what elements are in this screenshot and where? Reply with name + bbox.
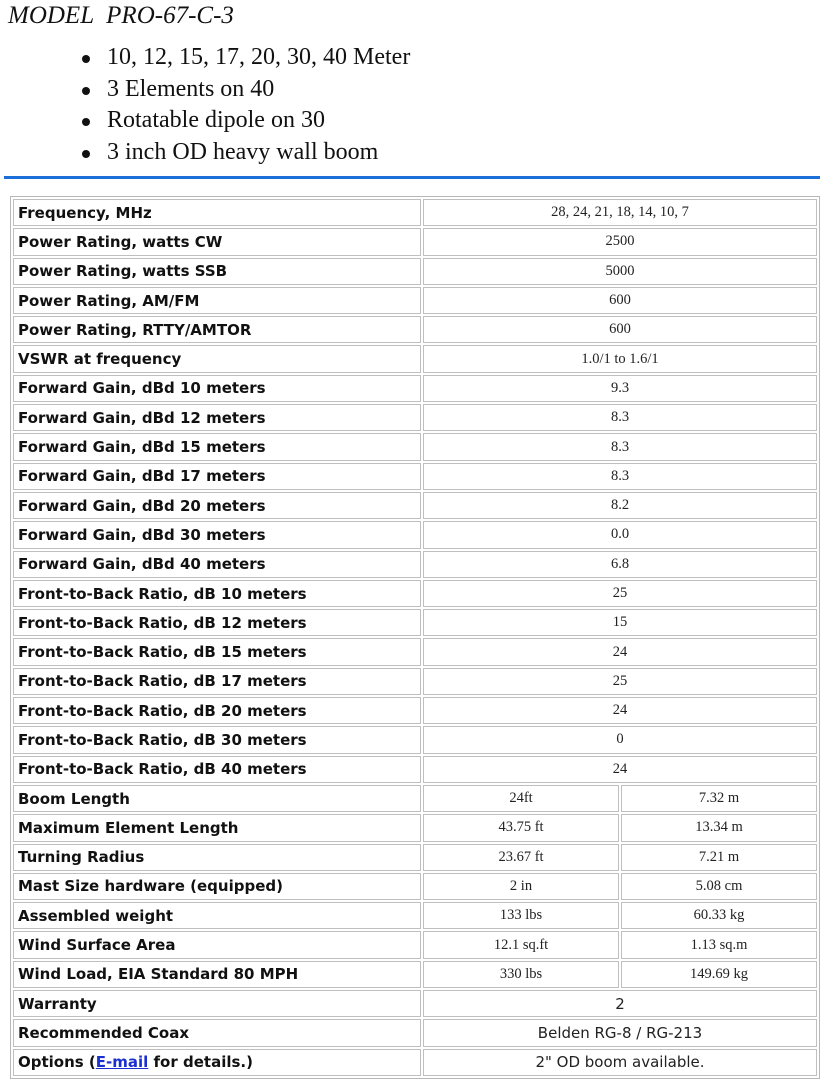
spec-value: 6.8 bbox=[423, 551, 817, 578]
table-row bbox=[13, 873, 817, 900]
spec-value: 2500 bbox=[423, 228, 817, 255]
spec-label: Power Rating, AM/FM bbox=[13, 287, 421, 314]
warranty-label: Warranty bbox=[13, 990, 421, 1017]
spec-value: 24 bbox=[423, 638, 817, 665]
table-row bbox=[13, 814, 817, 841]
imperial-value: 2 in bbox=[423, 873, 619, 900]
imperial-value: 23.67 ft bbox=[423, 844, 619, 871]
imperial-value: 43.75 ft bbox=[423, 814, 619, 841]
spec-value: 25 bbox=[423, 668, 817, 695]
spec-value: 28, 24, 21, 18, 14, 10, 7 bbox=[423, 199, 817, 226]
section-divider bbox=[4, 176, 820, 179]
table-row bbox=[13, 258, 817, 285]
spec-value: 600 bbox=[423, 287, 817, 314]
spec-value: 600 bbox=[423, 316, 817, 343]
options-label-prefix: Options ( bbox=[18, 1053, 96, 1072]
table-row bbox=[13, 756, 817, 783]
table-row bbox=[13, 433, 817, 460]
imperial-value: 133 lbs bbox=[423, 902, 619, 929]
spec-value: 24 bbox=[423, 697, 817, 724]
table-row bbox=[13, 609, 817, 636]
feature-item: 3 Elements on 40 bbox=[80, 74, 410, 106]
spec-label: Power Rating, RTTY/AMTOR bbox=[13, 316, 421, 343]
coax-value: Belden RG-8 / RG-213 bbox=[423, 1019, 817, 1046]
spec-label: Front-to-Back Ratio, dB 12 meters bbox=[13, 609, 421, 636]
metric-value: 13.34 m bbox=[621, 814, 817, 841]
table-row bbox=[13, 844, 817, 871]
spec-value: 8.3 bbox=[423, 433, 817, 460]
spec-value: 15 bbox=[423, 609, 817, 636]
spec-value: 1.0/1 to 1.6/1 bbox=[423, 345, 817, 372]
table-row bbox=[13, 492, 817, 519]
spec-label: Forward Gain, dBd 10 meters bbox=[13, 375, 421, 402]
spec-label: Forward Gain, dBd 15 meters bbox=[13, 433, 421, 460]
table-row bbox=[13, 345, 817, 372]
metric-value: 1.13 sq.m bbox=[621, 931, 817, 958]
table-row bbox=[13, 961, 817, 988]
spec-label: Front-to-Back Ratio, dB 40 meters bbox=[13, 756, 421, 783]
imperial-value: 24ft bbox=[423, 785, 619, 812]
metric-value: 149.69 kg bbox=[621, 961, 817, 988]
spec-label: Front-to-Back Ratio, dB 15 meters bbox=[13, 638, 421, 665]
table-row bbox=[13, 521, 817, 548]
spec-label: Power Rating, watts CW bbox=[13, 228, 421, 255]
spec-value: 24 bbox=[423, 756, 817, 783]
table-row bbox=[13, 228, 817, 255]
table-row bbox=[13, 785, 817, 812]
table-row bbox=[13, 316, 817, 343]
spec-label: Assembled weight bbox=[13, 902, 421, 929]
spec-value: 9.3 bbox=[423, 375, 817, 402]
table-row bbox=[13, 697, 817, 724]
table-row bbox=[13, 287, 817, 314]
table-row bbox=[13, 375, 817, 402]
email-link[interactable]: E-mail bbox=[95, 1053, 149, 1072]
spec-label: Forward Gain, dBd 20 meters bbox=[13, 492, 421, 519]
spec-label: Forward Gain, dBd 40 meters bbox=[13, 551, 421, 578]
spec-label: Forward Gain, dBd 12 meters bbox=[13, 404, 421, 431]
options-label bbox=[13, 1049, 421, 1076]
spec-label: Forward Gain, dBd 30 meters bbox=[13, 521, 421, 548]
imperial-value: 330 lbs bbox=[423, 961, 619, 988]
metric-value: 5.08 cm bbox=[621, 873, 817, 900]
options-value: 2" OD boom available. bbox=[423, 1049, 817, 1076]
spec-label: Boom Length bbox=[13, 785, 421, 812]
spec-label: VSWR at frequency bbox=[13, 345, 421, 372]
spec-label: Front-to-Back Ratio, dB 20 meters bbox=[13, 697, 421, 724]
warranty-value: 2 bbox=[423, 990, 817, 1017]
options-label-suffix: for details.) bbox=[148, 1053, 253, 1072]
spec-label: Wind Load, EIA Standard 80 MPH bbox=[13, 961, 421, 988]
table-row bbox=[13, 990, 817, 1017]
imperial-value: 12.1 sq.ft bbox=[423, 931, 619, 958]
feature-item: 3 inch OD heavy wall boom bbox=[80, 137, 410, 169]
table-row bbox=[13, 199, 817, 226]
table-row bbox=[13, 638, 817, 665]
feature-list bbox=[80, 42, 410, 168]
spec-label: Mast Size hardware (equipped) bbox=[13, 873, 421, 900]
table-row bbox=[13, 1019, 817, 1046]
table-row bbox=[13, 463, 817, 490]
spec-table bbox=[10, 196, 820, 1079]
spec-label: Turning Radius bbox=[13, 844, 421, 871]
spec-value: 8.3 bbox=[423, 404, 817, 431]
spec-value: 0 bbox=[423, 726, 817, 753]
metric-value: 7.21 m bbox=[621, 844, 817, 871]
spec-value: 8.3 bbox=[423, 463, 817, 490]
spec-value: 8.2 bbox=[423, 492, 817, 519]
table-row bbox=[13, 551, 817, 578]
metric-value: 7.32 m bbox=[621, 785, 817, 812]
spec-label: Power Rating, watts SSB bbox=[13, 258, 421, 285]
table-row bbox=[13, 726, 817, 753]
table-row bbox=[13, 580, 817, 607]
spec-value: 25 bbox=[423, 580, 817, 607]
table-row bbox=[13, 1049, 817, 1076]
spec-label: Forward Gain, dBd 17 meters bbox=[13, 463, 421, 490]
model-title: MODEL PRO-67-C-3 bbox=[8, 2, 234, 29]
spec-value: 0.0 bbox=[423, 521, 817, 548]
spec-label: Front-to-Back Ratio, dB 17 meters bbox=[13, 668, 421, 695]
table-row bbox=[13, 668, 817, 695]
feature-item: Rotatable dipole on 30 bbox=[80, 105, 410, 137]
feature-item: 10, 12, 15, 17, 20, 30, 40 Meter bbox=[80, 42, 410, 74]
spec-label: Wind Surface Area bbox=[13, 931, 421, 958]
table-row bbox=[13, 902, 817, 929]
coax-label: Recommended Coax bbox=[13, 1019, 421, 1046]
spec-label: Front-to-Back Ratio, dB 30 meters bbox=[13, 726, 421, 753]
table-row bbox=[13, 931, 817, 958]
spec-value: 5000 bbox=[423, 258, 817, 285]
metric-value: 60.33 kg bbox=[621, 902, 817, 929]
spec-label: Frequency, MHz bbox=[13, 199, 421, 226]
spec-label: Front-to-Back Ratio, dB 10 meters bbox=[13, 580, 421, 607]
spec-label: Maximum Element Length bbox=[13, 814, 421, 841]
table-row bbox=[13, 404, 817, 431]
